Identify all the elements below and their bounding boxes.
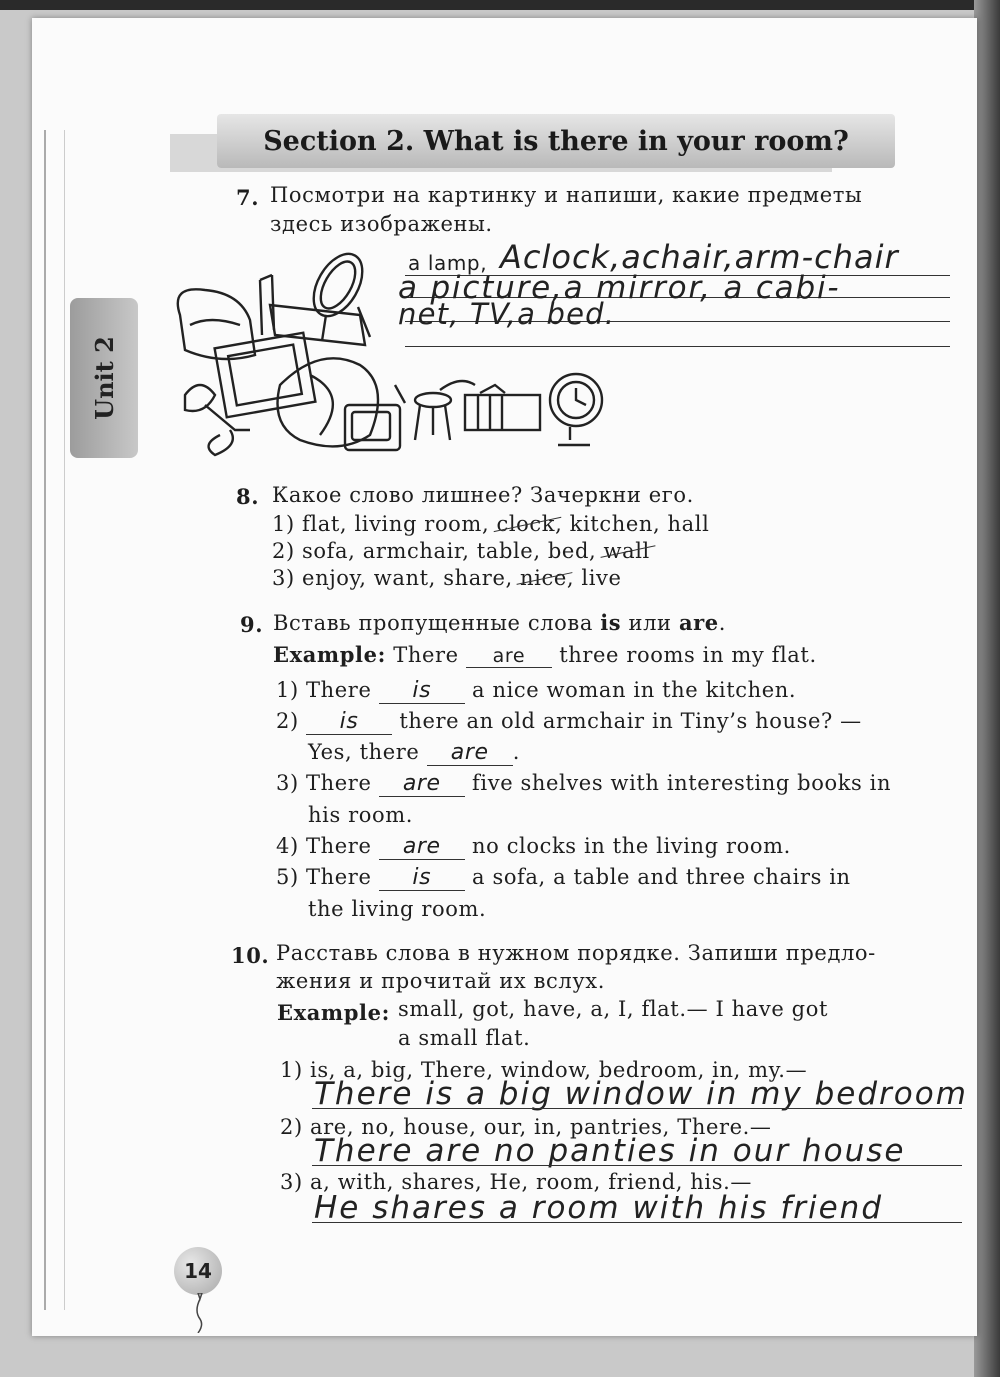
ex9-number: 9. [240, 612, 264, 637]
ex8-item-2-number: 2) [272, 539, 295, 563]
ex9-s5-answer: is [379, 865, 465, 891]
scan-border-top [0, 0, 1000, 10]
ex7-instruction: Посмотри на картинку и напиши, какие предметы [270, 183, 863, 207]
ex8-item-3-before: enjoy, want, share, [302, 566, 521, 590]
ex10-item-2-number: 2) [280, 1115, 303, 1139]
section-title: Section 2. What is there in your room? [217, 114, 895, 168]
ex10-number: 10. [231, 943, 270, 968]
ex9-s5-number: 5) [276, 865, 299, 889]
ex9-s4-number: 4) [276, 834, 299, 858]
ex10-line-1 [312, 1108, 962, 1109]
ex7-line-4 [405, 346, 950, 347]
ex9-sentence-3b: his room. [308, 803, 414, 827]
ex9-s3-number: 3) [276, 771, 299, 795]
ex7-handwriting-1: Aclock,achair,arm-chair [500, 238, 899, 276]
unit-tab [70, 298, 138, 458]
ex9-example-fill: are [466, 645, 552, 668]
ex9-s1-number: 1) [276, 678, 299, 702]
ex9-s2-number: 2) [276, 709, 299, 733]
balloon-string [190, 1293, 210, 1333]
ex9-instruction [273, 610, 726, 635]
ex9-example-before: There [393, 643, 459, 667]
ex8-item-3-struck-word: nice [520, 566, 567, 590]
ex9-s1-answer: is [379, 678, 465, 704]
ex9-s4-answer: are [379, 834, 465, 860]
page-number: 14 [184, 1259, 212, 1283]
ex8-item-1 [272, 512, 709, 536]
ex9-instruction-dot: . [718, 611, 727, 635]
ex7-instruction-2: здесь изображены. [270, 212, 493, 236]
ex10-item-1-number: 1) [280, 1058, 303, 1082]
ex9-sentence-3 [276, 771, 891, 797]
ex7-printed-answer: a lamp, [408, 251, 488, 275]
ex9-sentence-4 [276, 834, 791, 860]
ex9-s2-after: there an old armchair in Tiny’s house? — [399, 709, 862, 733]
ex9-s3-answer: are [379, 771, 465, 797]
ex9-sentence-1 [276, 678, 796, 704]
ex9-s1-after: a nice woman in the kitchen. [472, 678, 797, 702]
ex10-instruction-2: жения и прочитай их вслух. [276, 969, 606, 993]
ex7-number: 7. [236, 185, 260, 210]
ex9-word-is: is [600, 610, 622, 635]
ex10-example-line-2: a small flat. [398, 1026, 531, 1050]
ex9-example [273, 642, 817, 668]
ex9-s4-after: no clocks in the living room. [472, 834, 791, 858]
ex9-s2b-answer: are [427, 740, 513, 766]
ex9-sentence-5 [276, 865, 851, 891]
ex9-sentence-5b: the living room. [308, 897, 487, 921]
ex8-item-2-struck-word: wall [603, 539, 650, 563]
ex9-sentence-2 [276, 709, 862, 735]
ex9-s5-after: a sofa, a table and three chairs in [472, 865, 851, 889]
page-stack-edge [44, 130, 65, 1310]
ex9-s3-before: There [306, 771, 372, 795]
ex9-s2-answer: is [306, 709, 392, 735]
page-number-balloon [174, 1247, 222, 1295]
unit-tab-label: Unit 2 [89, 336, 119, 420]
ex8-item-3-number: 3) [272, 566, 295, 590]
ex10-item-3-number: 3) [280, 1170, 303, 1194]
ex10-example-label: Example: [277, 1000, 390, 1025]
ex8-item-1-struck-word: clock [496, 512, 556, 536]
ex8-item-3-after: , live [566, 566, 622, 590]
ex7-handwriting-3: net, TV,a bed. [398, 297, 616, 331]
ex10-item-2-text: are, no, house, our, in, pantries, There.— [310, 1115, 772, 1139]
ex9-s2b-after: . [512, 740, 521, 764]
ex10-item-3-answer: He shares a room with his friend [314, 1190, 883, 1226]
ex10-example-line-1: small, got, have, a, I, flat.— I have got [398, 997, 828, 1021]
ex9-example-label: Example: [273, 642, 386, 667]
ex10-item-1-answer: There is a big window in my bedroom [314, 1076, 968, 1112]
ex10-line-2 [312, 1165, 962, 1166]
ex9-s4-before: There [306, 834, 372, 858]
ex10-item-1-text: is, a, big, There, window, bedroom, in, my.— [310, 1058, 808, 1082]
ex9-word-or: или [621, 611, 679, 635]
ex9-s1-before: There [306, 678, 372, 702]
ex8-item-2 [272, 539, 650, 563]
ex9-instruction-text: Вставь пропущенные слова [273, 611, 601, 635]
ex10-item-2-answer: There are no panties in our house [314, 1133, 906, 1169]
ex9-example-after: three rooms in my flat. [559, 643, 817, 667]
scan-border-right [974, 0, 1000, 1377]
ex7-handwriting-2: a picture,a mirror, a cabi- [398, 270, 841, 306]
ex8-item-2-before: sofa, armchair, table, bed, [302, 539, 604, 563]
ex10-instruction: Расставь слова в нужном порядке. Запиши предло- [276, 941, 876, 965]
ex8-item-1-number: 1) [272, 512, 295, 536]
ex10-item-3-text: a, with, shares, He, room, friend, his.— [310, 1170, 752, 1194]
ex8-number: 8. [236, 484, 260, 509]
ex9-s5-before: There [306, 865, 372, 889]
ex10-line-3 [312, 1222, 962, 1223]
ex9-sentence-2b [308, 740, 520, 766]
ex8-instruction: Какое слово лишнее? Зачеркни его. [272, 483, 694, 507]
ex8-item-3 [272, 566, 622, 590]
ex9-s2b-before: Yes, there [308, 740, 420, 764]
ex9-word-are: are [678, 610, 719, 635]
ex9-s3-after: five shelves with interesting books in [472, 771, 892, 795]
ex8-item-1-after: , kitchen, hall [555, 512, 710, 536]
ex8-item-1-before: flat, living room, [302, 512, 497, 536]
